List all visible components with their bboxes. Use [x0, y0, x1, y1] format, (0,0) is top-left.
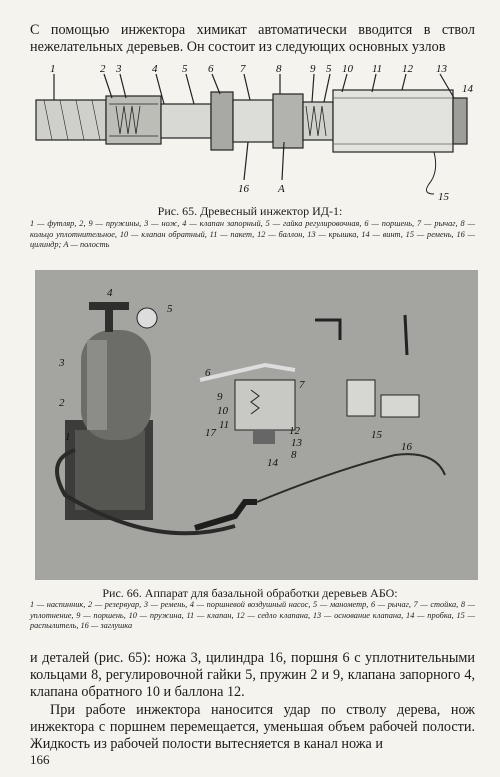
figure-66-caption: Рис. 66. Аппарат для базальной обработки деревьев АБО: — [102, 586, 398, 600]
svg-text:16: 16 — [401, 441, 412, 453]
svg-text:3: 3 — [116, 63, 122, 75]
svg-text:8: 8 — [291, 449, 297, 461]
figure-66-legend: 1 — наспинник, 2 — резервуар, 3 — ремень, 4 — поршневой воздушный насос, 5 — манометр, 6 — рычаг, 7 — стойка, 8 — уплотнение, 9 — поршень, 10 — пружина, 11 — клапан, 12 — седло клапана, 13 — основание клапана, 14 — пробка, 15 — распылитель, 16 — заглушка — [30, 600, 475, 630]
svg-text:4: 4 — [152, 63, 158, 75]
apparatus-photo — [35, 270, 478, 580]
svg-text:10: 10 — [342, 63, 353, 75]
svg-text:15: 15 — [371, 429, 382, 441]
svg-text:14: 14 — [462, 83, 473, 95]
svg-text:5: 5 — [326, 63, 332, 75]
svg-text:12: 12 — [289, 425, 300, 437]
svg-text:8: 8 — [276, 63, 282, 75]
svg-text:3: 3 — [59, 357, 65, 369]
svg-text:14: 14 — [267, 457, 278, 469]
intro-paragraph: С помощью инжектора химикат автоматически вводится в ствол нежелательных деревьев. Он состоит из следующих основных узлов — [30, 22, 475, 55]
svg-text:17: 17 — [205, 427, 216, 439]
svg-text:11: 11 — [372, 63, 383, 75]
svg-text:1: 1 — [50, 63, 56, 75]
svg-text:12: 12 — [402, 63, 413, 75]
svg-text:1: 1 — [65, 431, 71, 443]
svg-text:6: 6 — [208, 63, 214, 75]
svg-text:А: А — [278, 183, 285, 195]
svg-text:2: 2 — [59, 397, 65, 409]
page-number: 166 — [30, 752, 50, 767]
svg-text:2: 2 — [100, 63, 106, 75]
svg-text:4: 4 — [107, 287, 113, 299]
svg-text:5: 5 — [182, 63, 188, 75]
body-paragraph-1: и деталей (рис. 65): ножа 3, цилиндра 16, поршня 6 с уплотнительными кольцами 8, регулировочной гайки 5, пружин 2 и 9, клапана запорного 4, клапана обратного 10 и баллона 12. — [30, 650, 475, 700]
svg-text:7: 7 — [240, 63, 246, 75]
figure-65-caption: Рис. 65. Древесный инжектор ИД-1: — [157, 204, 343, 218]
injector-drawing — [34, 62, 474, 202]
svg-text:15: 15 — [438, 191, 449, 202]
svg-text:10: 10 — [217, 405, 228, 417]
svg-text:13: 13 — [436, 63, 447, 75]
svg-text:5: 5 — [167, 303, 173, 315]
svg-text:13: 13 — [291, 437, 302, 449]
svg-text:9: 9 — [217, 391, 223, 403]
svg-text:6: 6 — [205, 367, 211, 379]
body-paragraph-2: При работе инжектора наносится удар по стволу дерева, нож инжектора с поршнем перемещается, уменьшая объем рабочей полости. Жидкость из рабочей полости вытесняется в канал ножа и — [30, 702, 475, 752]
svg-text:11: 11 — [219, 419, 230, 431]
svg-text:9: 9 — [310, 63, 316, 75]
svg-text:16: 16 — [238, 183, 249, 195]
figure-65-legend: 1 — футляр, 2, 9 — пружины, 3 — нож, 4 — клапан запорный, 5 — гайка регулировочная, 6 — поршень, 7 — рычаг, 8 — кольцо уплотнительное, 10 — клапан обратный, 11 — пакет, 12 — баллон, 13 — крышка, 14 — винт, 15 — ремень, 16 — цилиндр; А — полость — [30, 219, 475, 249]
svg-text:7: 7 — [299, 379, 305, 391]
